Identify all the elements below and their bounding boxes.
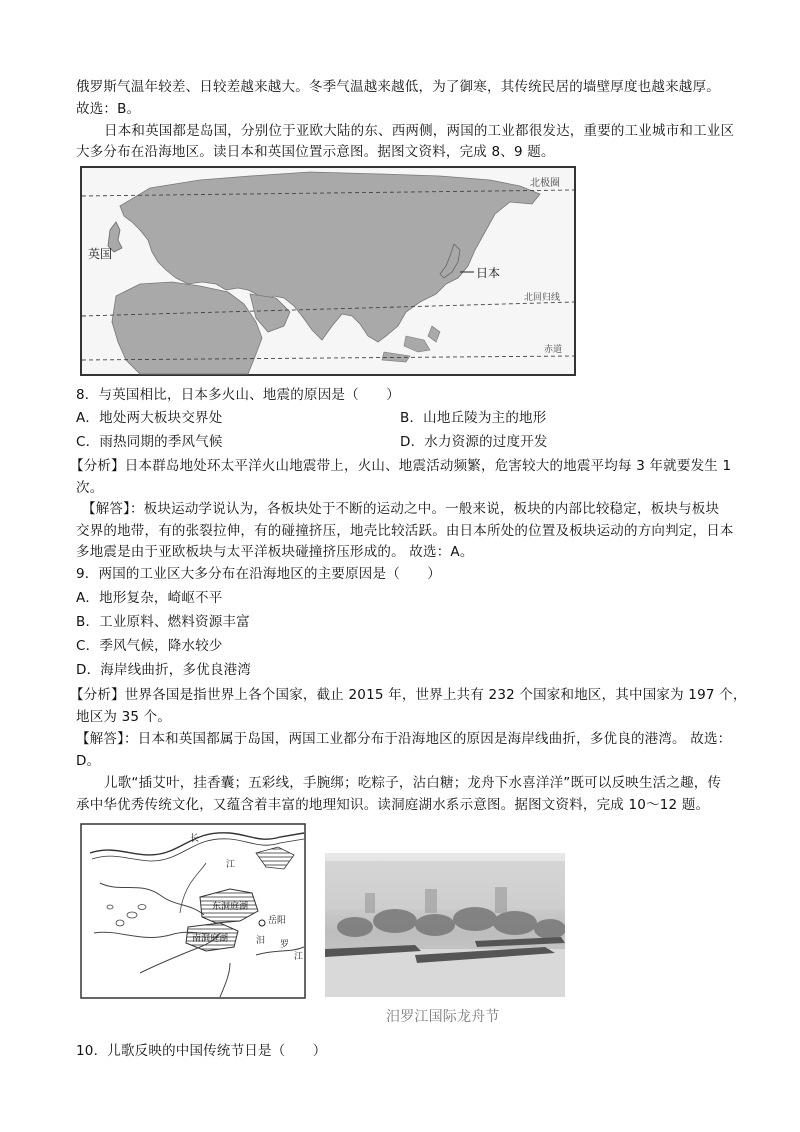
paragraph-line: 故选：B。 — [76, 101, 141, 117]
q9-option-a: A．地形复杂，崎岖不平 — [76, 590, 223, 606]
paragraph-line: 俄罗斯气温年较差、日较差越来越大。冬季气温越来越低，为了御寒，其传统民居的墙壁厚度也越来越厚。 — [76, 79, 720, 95]
q9-option-d: D．海岸线曲折，多优良港湾 — [76, 662, 251, 678]
label-jiang2: 江 — [294, 952, 304, 962]
q8-analysis: 次。 — [76, 480, 104, 496]
q8-answer: 交界的地带，有的张裂拉伸，有的碰撞挤压，地壳比较活跃。由日本所处的位置及板块运动的方向判定，日本 — [76, 523, 734, 539]
intro-line: 日本和英国都是岛国，分别位于亚欧大陆的东、西两侧，两国的工业都很发达，重要的工业城市和工业区 — [104, 123, 735, 139]
q9-option-b: B．工业原料、燃料资源丰富 — [76, 614, 250, 630]
q9-answer: D。 — [76, 753, 101, 769]
label-mi: 汨 — [256, 936, 266, 946]
label-south-dongting: 南洞庭湖 — [192, 934, 229, 944]
q8-stem: 8．与英国相比，日本多火山、地震的原因是（ ） — [76, 387, 400, 403]
label-arctic-circle: 北极圈 — [530, 178, 560, 189]
q9-option-c: C．季风气候，降水较少 — [76, 638, 223, 654]
label-jiang: 江 — [226, 860, 236, 870]
q8-option-a: A．地处两大板块交界处 — [76, 410, 223, 426]
yueyang-marker — [259, 920, 265, 926]
q8-option-c: C．雨热同期的季风气候 — [76, 434, 223, 450]
q9-answer: 【解答】：日本和英国都属于岛国，两国工业都分布于沿海地区的原因是海岸线曲折，多优良的港湾。 故选： — [76, 731, 732, 747]
dongting-lake-map — [80, 823, 306, 999]
label-tropic: 北回归线 — [524, 293, 561, 303]
label-luo: 罗 — [280, 940, 290, 950]
q8-answer: 【解答】：板块运动学说认为，各板块处于不断的运动之中。一般来说，板块的内部比较稳定，板块与板块 — [82, 501, 720, 517]
intro-line: 儿歌“插艾叶，挂香囊；五彩线，手腕绑；吃粽子，沾白糖；龙舟下水喜洋洋”既可以反映生活之趣，传 — [104, 775, 722, 791]
label-chang: 长 — [190, 834, 200, 844]
q8-option-d: D．水力资源的过度开发 — [400, 434, 548, 450]
q10-stem: 10．儿歌反映的中国传统节日是（ ） — [76, 1043, 327, 1059]
q8-option-b: B．山地丘陵为主的地形 — [400, 410, 547, 426]
q9-analysis: 【分析】世界各国是指世界上各个国家，截止 2015 年，世界上共有 232 个国家和地区，其中国家为 197 个， — [70, 687, 747, 703]
label-east-dongting: 东洞庭湖 — [212, 902, 249, 912]
q9-stem: 9．两国的工业区大多分布在沿海地区的主要原因是（ ） — [76, 566, 441, 582]
q8-analysis: 【分析】日本群岛地处环太平洋火山地震带上，火山、地震活动频繁，危害较大的地震平均每 3 年就要发生 1 — [70, 458, 732, 474]
label-japan: 日本 — [476, 266, 501, 280]
intro-line: 大多分布在沿海地区。读日本和英国位置示意图。据图文资料，完成 8、9 题。 — [76, 144, 555, 160]
label-equator: 赤道 — [544, 345, 563, 355]
label-yueyang: 岳阳 — [268, 916, 287, 926]
q8-answer: 多地震是由于亚欧板块与太平洋板块碰撞挤压形成的。 故选：A。 — [76, 544, 474, 560]
japan-britain-map — [80, 166, 576, 376]
photo-caption: 汨罗江国际龙舟节 — [386, 1009, 500, 1025]
dragon-boat-photo — [325, 853, 565, 997]
label-britain: 英国 — [88, 247, 113, 261]
intro-line: 承中华优秀传统文化，又蕴含着丰富的地理知识。读洞庭湖水系示意图。据图文资料，完成 10～12 题。 — [76, 797, 710, 813]
q9-analysis: 地区为 35 个。 — [76, 709, 172, 725]
